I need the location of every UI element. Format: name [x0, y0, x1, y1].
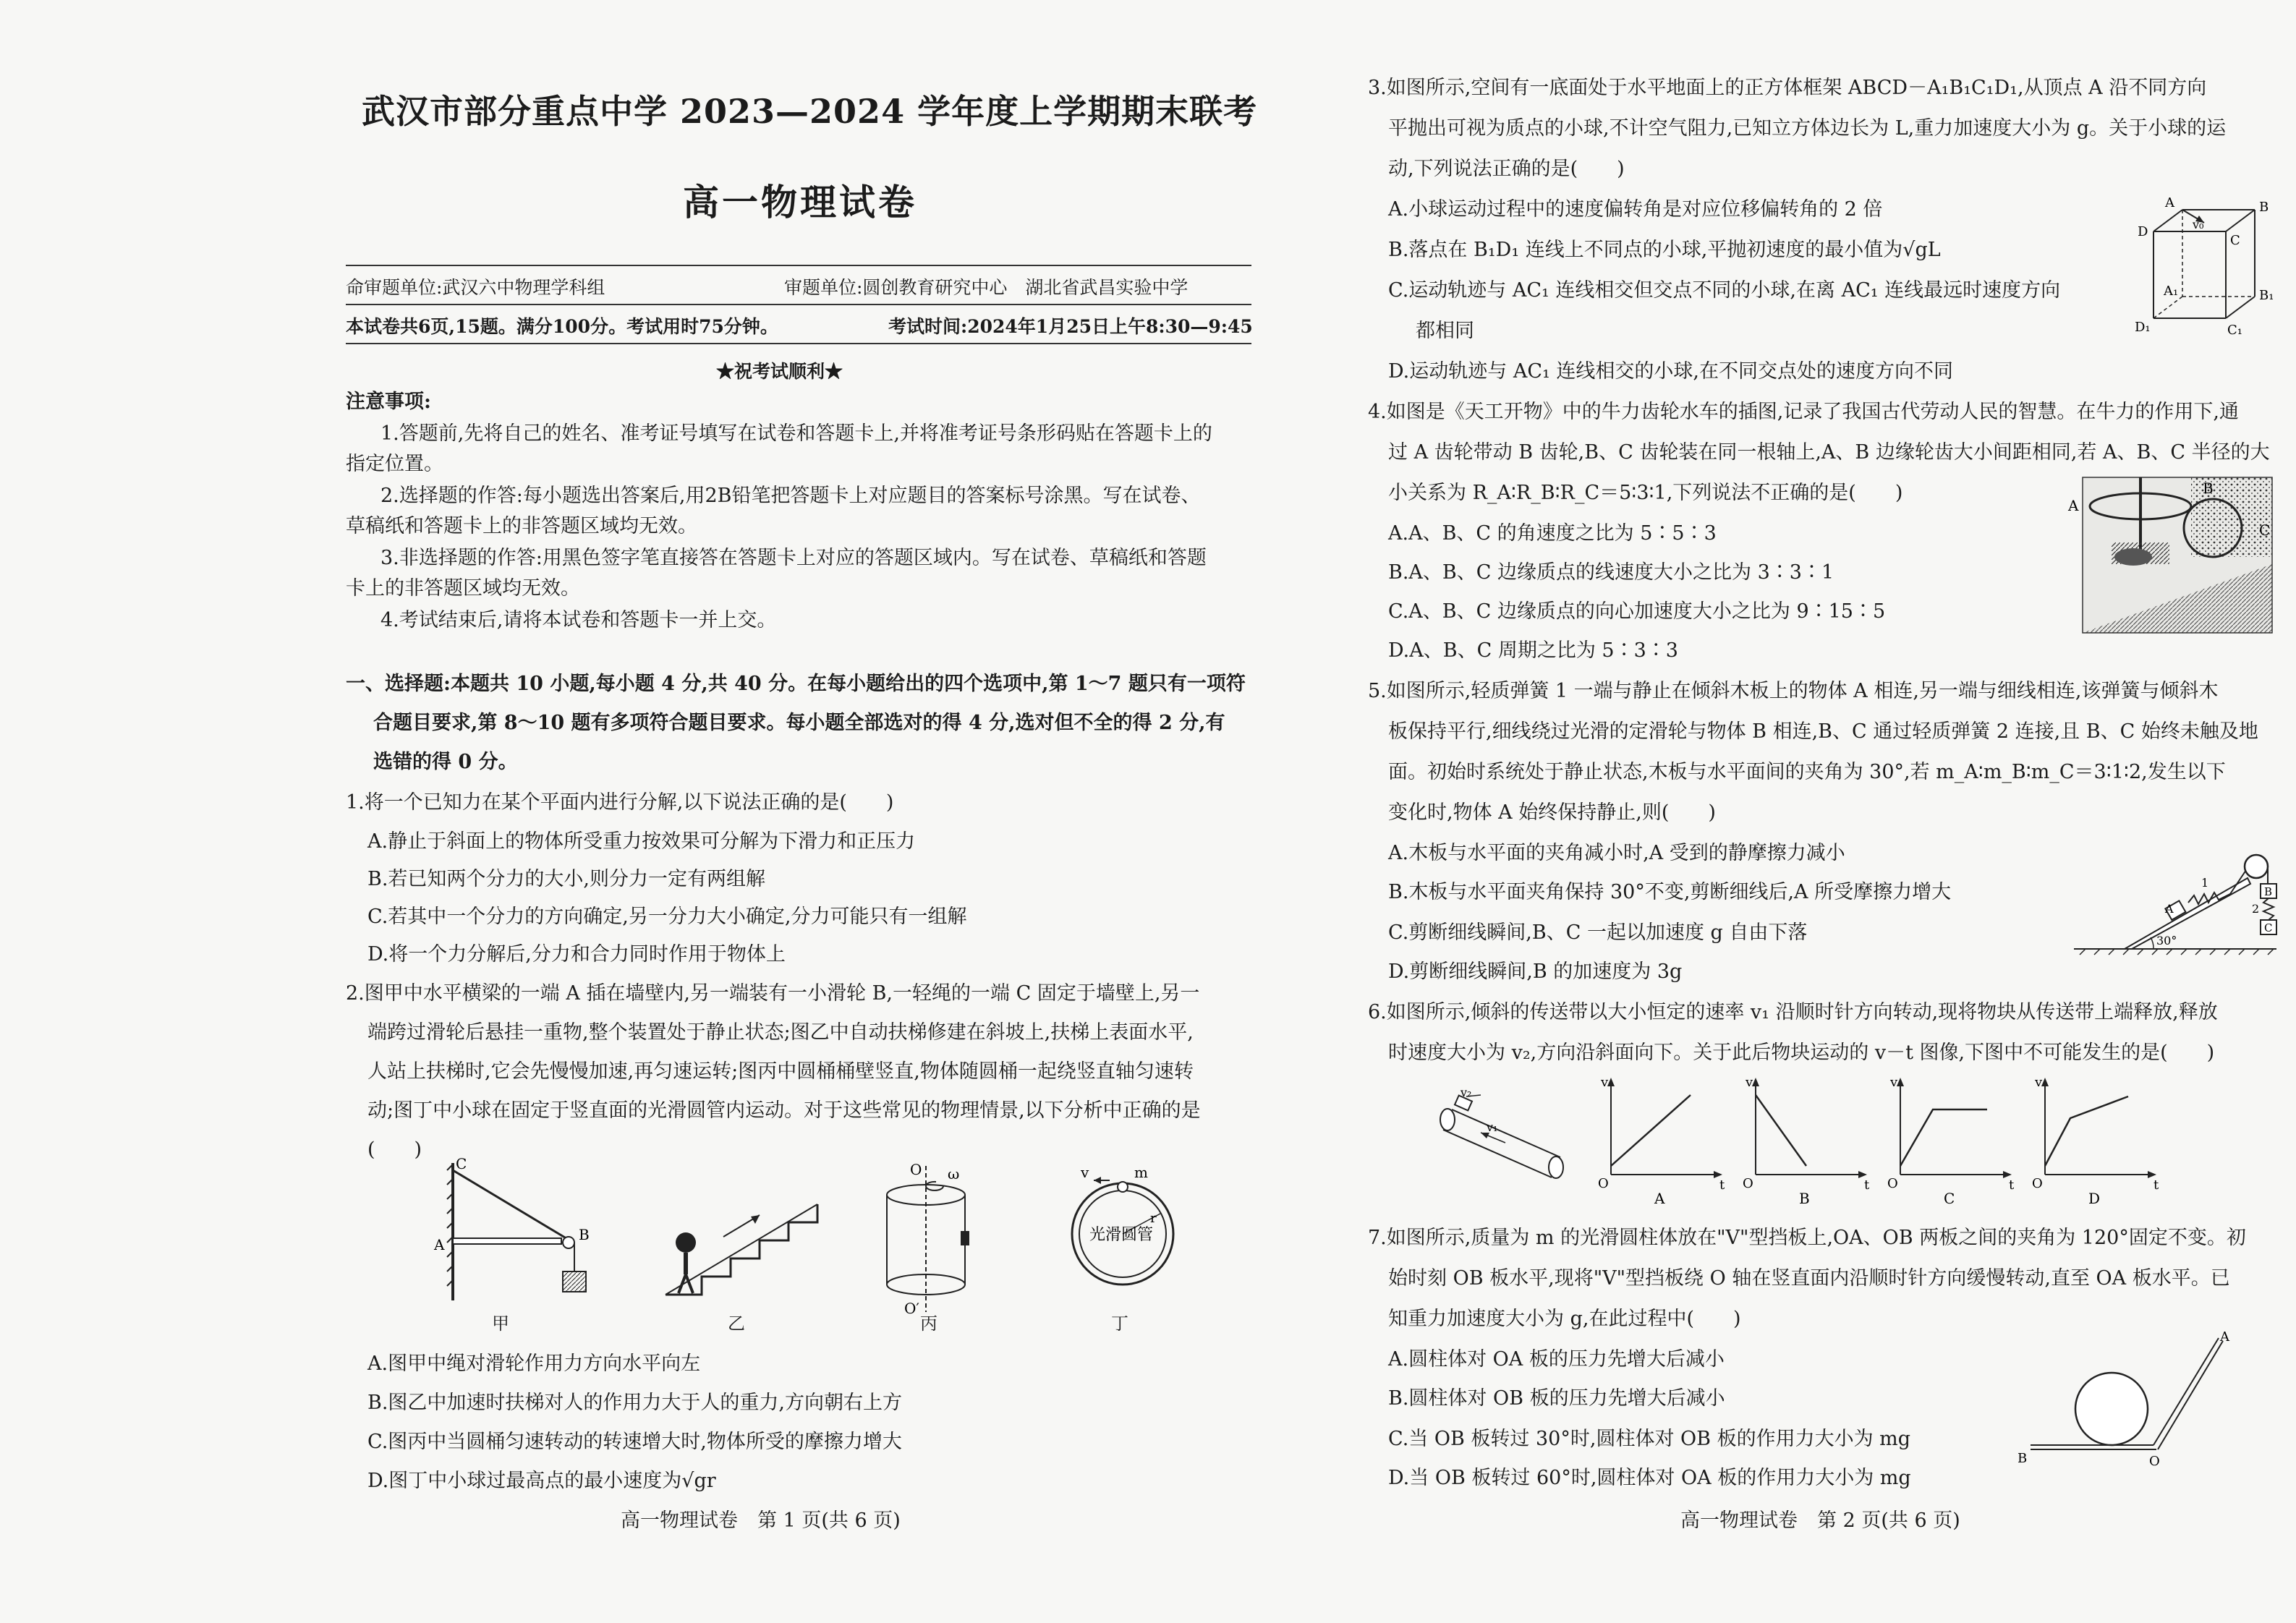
q4-option-b: B.A、B、C 边缘质点的线速度大小之比为 3∶3∶1 [1388, 561, 1834, 584]
fig-label-bing: 丙 [920, 1313, 937, 1334]
q5-option-c: C.剪断细线瞬间,B、C 一起以加速度 g 自由下落 [1388, 921, 1808, 944]
page-footer: 高一物理试卷 第 1 页(共 6 页) [621, 1509, 901, 1532]
q7-stem: 始时刻 OB 板水平,现将"V"型挡板绕 O 轴在竖直面内沿顺时针方向缓慢转动,直至 OA 板水平。已 [1388, 1267, 2230, 1290]
q5-option-d: D.剪断细线瞬间,B 的加速度为 3g [1388, 960, 1683, 983]
q1-option-a: A.静止于斜面上的物体所受重力按效果可分解为下滑力和正压力 [367, 830, 916, 853]
svg-text:A: A [2068, 497, 2079, 514]
q5-stem: 板保持平行,细线绕过光滑的定滑轮与物体 B 相连,B、C 通过轻质弹簧 2 连接,且 B、C 始终未触及地 [1388, 720, 2258, 743]
q5-option-a: A.木板与水平面的夹角减小时,A 受到的静摩擦力减小 [1388, 842, 1845, 864]
q2-stem: 人站上扶梯时,它会先慢慢加速,再匀速运转;图丙中圆桶桶壁竖直,物体随圆桶一起绕竖直轴匀速转 [367, 1060, 1194, 1083]
svg-text:D₁: D₁ [2135, 320, 2151, 335]
q4-stem: 4.如图是《天工开物》中的牛力齿轮水车的插图,记录了我国古代劳动人民的智慧。在牛力的作用下,通 [1368, 401, 2239, 423]
q6-conveyor-figure [1430, 1088, 1575, 1196]
exam-time: 考试时间:2024年1月25日上午8:30—9:45 [888, 316, 1253, 337]
divider [346, 265, 1251, 266]
q1-option-b: B.若已知两个分力的大小,则分力一定有两组解 [367, 868, 766, 890]
fig-label-yi: 乙 [728, 1313, 745, 1334]
vt-graph-option-label: C [1944, 1190, 1955, 1207]
svg-text:1: 1 [2201, 876, 2209, 890]
vt-graph-v-label: v [1890, 1075, 1898, 1090]
svg-text:v₁: v₁ [1487, 1120, 1498, 1134]
q4-option-d: D.A、B、C 周期之比为 5∶3∶3 [1388, 639, 1678, 662]
q1-option-c: C.若其中一个分力的方向确定,另一分力大小确定,分力可能只有一组解 [367, 906, 967, 928]
svg-text:m: m [1134, 1164, 1148, 1181]
q3-stem: 动,下列说法正确的是( ) [1388, 158, 1625, 180]
q7-option-b: B.圆柱体对 OB 板的压力先增大后减小 [1388, 1387, 1725, 1410]
q2-figure-yi [658, 1186, 832, 1309]
svg-text:B: B [2259, 200, 2269, 215]
q7-stem: 7.如图所示,质量为 m 的光滑圆柱体放在"V"型挡板上,OA、OB 两板之间的夹角为 120°固定不变。初 [1368, 1227, 2246, 1249]
q2-stem: 端跨过滑轮后悬挂一重物,整个装置处于静止状态;图乙中自动扶梯修建在斜坡上,扶梯上表面水平, [367, 1021, 1194, 1044]
q2-option-a: A.图甲中绳对滑轮作用力方向水平向左 [367, 1352, 701, 1375]
q6-stem: 时速度大小为 v₂,方向沿斜面向下。关于此后物块运动的 v－t 图像,下图中不可能发生的是( ) [1388, 1041, 2215, 1064]
q2-option-d: D.图丁中小球过最高点的最小速度为√gr [367, 1470, 716, 1492]
q3-cube-figure [2117, 195, 2276, 340]
q7-option-d: D.当 OB 板转过 60°时,圆柱体对 OA 板的作用力大小为 mg [1388, 1467, 1911, 1489]
q3-option-c: C.运动轨迹与 AC₁ 连线相交但交点不同的小球,在离 AC₁ 连线最远时速度方向 [1388, 279, 2061, 302]
q5-stem: 面。初始时系统处于静止状态,木板与水平面间的夹角为 30°,若 m_A∶m_B∶m_C＝3∶1∶2,发生以下 [1388, 761, 2226, 783]
note-line: 卡上的非答题区域均无效。 [346, 577, 580, 600]
svg-text:B: B [2264, 885, 2273, 898]
exam-info: 本试卷共6页,15题。满分100分。考试用时75分钟。 [346, 316, 778, 337]
vt-graph-origin-label: O [2032, 1176, 2043, 1191]
svg-text:B: B [2017, 1451, 2028, 1466]
setter-unit: 命审题单位:武汉六中物理学科组 [346, 277, 605, 298]
q3-stem: 3.如图所示,空间有一底面处于水平地面上的正方体框架 ABCD－A₁B₁C₁D₁,从顶点 A 沿不同方向 [1368, 77, 2207, 99]
q4-option-c: C.A、B、C 边缘质点的向心加速度大小之比为 9∶15∶5 [1388, 600, 1886, 623]
svg-text:v: v [1081, 1164, 1089, 1181]
vt-graph-curve [2045, 1096, 2128, 1166]
vt-graph-t-label: t [1864, 1177, 1870, 1193]
q7-stem: 知重力加速度大小为 g,在此过程中( ) [1388, 1308, 1741, 1330]
q1-stem: 1.将一个已知力在某个平面内进行分解,以下说法正确的是( ) [346, 791, 894, 814]
q5-stem: 5.如图所示,轻质弹簧 1 一端与静止在倾斜木板上的物体 A 相连,另一端与细线相连,该弹簧与倾斜木 [1368, 680, 2219, 702]
q4-option-a: A.A、B、C 的角速度之比为 5∶5∶3 [1388, 522, 1717, 545]
svg-text:C: C [2259, 521, 2271, 539]
note-line: 4.考试结束后,请将本试卷和答题卡一并上交。 [380, 609, 777, 631]
svg-text:B₁: B₁ [2259, 288, 2274, 303]
vt-graph-curve [1611, 1095, 1691, 1166]
q2-figure-bing [872, 1160, 988, 1319]
svg-text:O′: O′ [904, 1300, 919, 1317]
exam-page-2 [1148, 0, 2296, 1623]
svg-text:v₀: v₀ [2193, 218, 2204, 231]
section-instructions: 合题目要求,第 8～10 题有多项符合题目要求。每小题全部选对的得 4 分,选对但不全的得 2 分,有 [373, 712, 1225, 734]
tube-label: 光滑圆管 [1089, 1226, 1154, 1244]
q4-stem: 小关系为 R_A∶R_B∶R_C＝5∶3∶1,下列说法不正确的是( ) [1388, 482, 1903, 504]
section-instructions: 选错的得 0 分。 [373, 751, 518, 773]
exam-title: 武汉市部分重点中学 2023—2024 学年度上学期期末联考 [362, 92, 1258, 131]
good-luck: ★祝考试顺利★ [716, 361, 843, 382]
divider [346, 304, 1251, 305]
vt-graph-curve [1900, 1109, 1987, 1166]
fig-label-ding: 丁 [1111, 1313, 1128, 1334]
page-footer: 高一物理试卷 第 2 页(共 6 页) [1680, 1509, 1960, 1532]
svg-text:v₂: v₂ [1460, 1086, 1472, 1099]
svg-text:A: A [2220, 1329, 2229, 1345]
q6-vt-graphs [1596, 1070, 2159, 1208]
svg-text:C: C [2230, 233, 2240, 248]
vt-graph-option-label: B [1799, 1190, 1810, 1207]
svg-text:C: C [456, 1155, 467, 1172]
svg-text:ω: ω [948, 1165, 960, 1183]
q6-stem: 6.如图所示,倾斜的传送带以大小恒定的速率 v₁ 沿顺时针方向转动,现将物块从传送带上端释放,释放 [1368, 1001, 2218, 1023]
vt-graph-v-label: v [1746, 1075, 1753, 1090]
svg-text:O: O [2149, 1454, 2160, 1469]
svg-text:A: A [2165, 902, 2174, 916]
q1-option-d: D.将一个力分解后,分力和合力同时作用于物体上 [367, 943, 786, 966]
q7-option-c: C.当 OB 板转过 30°时,圆柱体对 OB 板的作用力大小为 mg [1388, 1428, 1911, 1450]
q3-option-c-cont: 都相同 [1416, 320, 1474, 342]
fig-label-jia: 甲 [492, 1313, 509, 1334]
svg-text:A: A [2165, 195, 2174, 210]
vt-graph-v-label: v [2035, 1075, 2043, 1090]
notes-heading: 注意事项: [346, 391, 431, 413]
vt-graph-origin-label: O [1743, 1176, 1753, 1191]
q4-stem: 过 A 齿轮带动 B 齿轮,B、C 齿轮装在同一根轴上,A、B 边缘轮齿大小间距相同,若 A、B、C 半径的大 [1388, 441, 2270, 464]
q5-option-b: B.木板与水平面夹角保持 30°不变,剪断细线后,A 所受摩擦力增大 [1388, 881, 1952, 903]
svg-text:B: B [579, 1226, 590, 1243]
q3-option-a: A.小球运动过程中的速度偏转角是对应位移偏转角的 2 倍 [1388, 198, 1883, 221]
divider [346, 343, 1251, 344]
svg-text:C₁: C₁ [2227, 323, 2242, 338]
q3-option-d: D.运动轨迹与 AC₁ 连线相交的小球,在不同交点处的速度方向不同 [1388, 360, 1953, 383]
vt-graph-arrow [1752, 1078, 1759, 1086]
note-line: 草稿纸和答题卡上的非答题区域均无效。 [346, 515, 697, 537]
vt-graph-t-label: t [1719, 1177, 1725, 1193]
svg-text:B: B [2203, 480, 2214, 497]
note-line: 2.选择题的作答:每小题选出答案后,用2B铅笔把答题卡上对应题目的答案标号涂黑。写在试卷、 [380, 485, 1201, 507]
q2-stem: 2.图甲中水平横梁的一端 A 插在墙壁内,另一端装有一小滑轮 B,一轻绳的一端 C 固定于墙壁上,另一 [346, 982, 1200, 1005]
vt-graph-option-label: D [2088, 1190, 2101, 1207]
q2-stem: 动;图丁中小球在固定于竖直面的光滑圆管内运动。对于这些常见的物理情景,以下分析中正确的是 [367, 1099, 1201, 1122]
vt-graph-arrow [1897, 1078, 1904, 1086]
q2-option-c: C.图丙中当圆桶匀速转动的转速增大时,物体所受的摩擦力增大 [367, 1431, 902, 1453]
q3-option-b: B.落点在 B₁D₁ 连线上不同点的小球,平抛初速度的最小值为√gL [1388, 239, 1941, 261]
exam-subtitle: 高一物理试卷 [683, 181, 917, 223]
svg-text:A₁: A₁ [2164, 284, 2179, 299]
section-instructions: 一、选择题:本题共 10 小题,每小题 4 分,共 40 分。在每小题给出的四个选项中,第 1～7 题只有一项符 [346, 673, 1246, 695]
svg-text:O: O [910, 1161, 922, 1178]
q2-stem: ( ) [367, 1138, 422, 1161]
note-line: 指定位置。 [346, 453, 443, 475]
q7-v-baffle-figure [2016, 1331, 2233, 1468]
svg-text:D: D [2138, 224, 2148, 239]
q5-incline-figure [2059, 832, 2291, 962]
vt-graph-t-label: t [2153, 1177, 2159, 1193]
svg-text:30°: 30° [2156, 934, 2177, 947]
vt-graph-arrow [2041, 1078, 2049, 1086]
svg-text:2: 2 [2252, 902, 2260, 916]
vt-graph-origin-label: O [1887, 1176, 1898, 1191]
reviewer-unit: 审题单位:圆创教育研究中心 湖北省武昌实验中学 [784, 277, 1189, 298]
q3-stem: 平抛出可视为质点的小球,不计空气阻力,已知立方体边长为 L,重力加速度大小为 g。关于小球的运 [1388, 117, 2227, 140]
svg-text:C: C [2264, 921, 2273, 934]
svg-text:r: r [1150, 1211, 1157, 1226]
q7-option-a: A.圆柱体对 OA 板的压力先增大后减小 [1388, 1348, 1725, 1371]
q4-waterwheel-illustration [2068, 477, 2278, 636]
vt-graph-v-label: v [1601, 1075, 1609, 1090]
vt-graph-origin-label: O [1598, 1176, 1609, 1191]
svg-text:A: A [434, 1236, 445, 1253]
note-line: 3.非选择题的作答:用黑色签字笔直接答在答题卡上对应的答题区域内。写在试卷、草稿纸和答题 [380, 547, 1207, 569]
q5-stem: 变化时,物体 A 始终保持静止,则( ) [1388, 801, 1716, 824]
note-line: 1.答题前,先将自己的姓名、准考证号填写在试卷和答题卡上,并将准考证号条形码贴在答题卡上的 [380, 422, 1212, 445]
q2-option-b: B.图乙中加速时扶梯对人的作用力大于人的重力,方向朝右上方 [367, 1392, 903, 1414]
vt-graph-option-label: A [1654, 1190, 1665, 1207]
q2-figure-jia [424, 1156, 605, 1315]
vt-graph-t-label: t [2009, 1177, 2015, 1193]
vt-graph-arrow [1607, 1078, 1615, 1086]
vt-graph-curve [1756, 1095, 1806, 1166]
